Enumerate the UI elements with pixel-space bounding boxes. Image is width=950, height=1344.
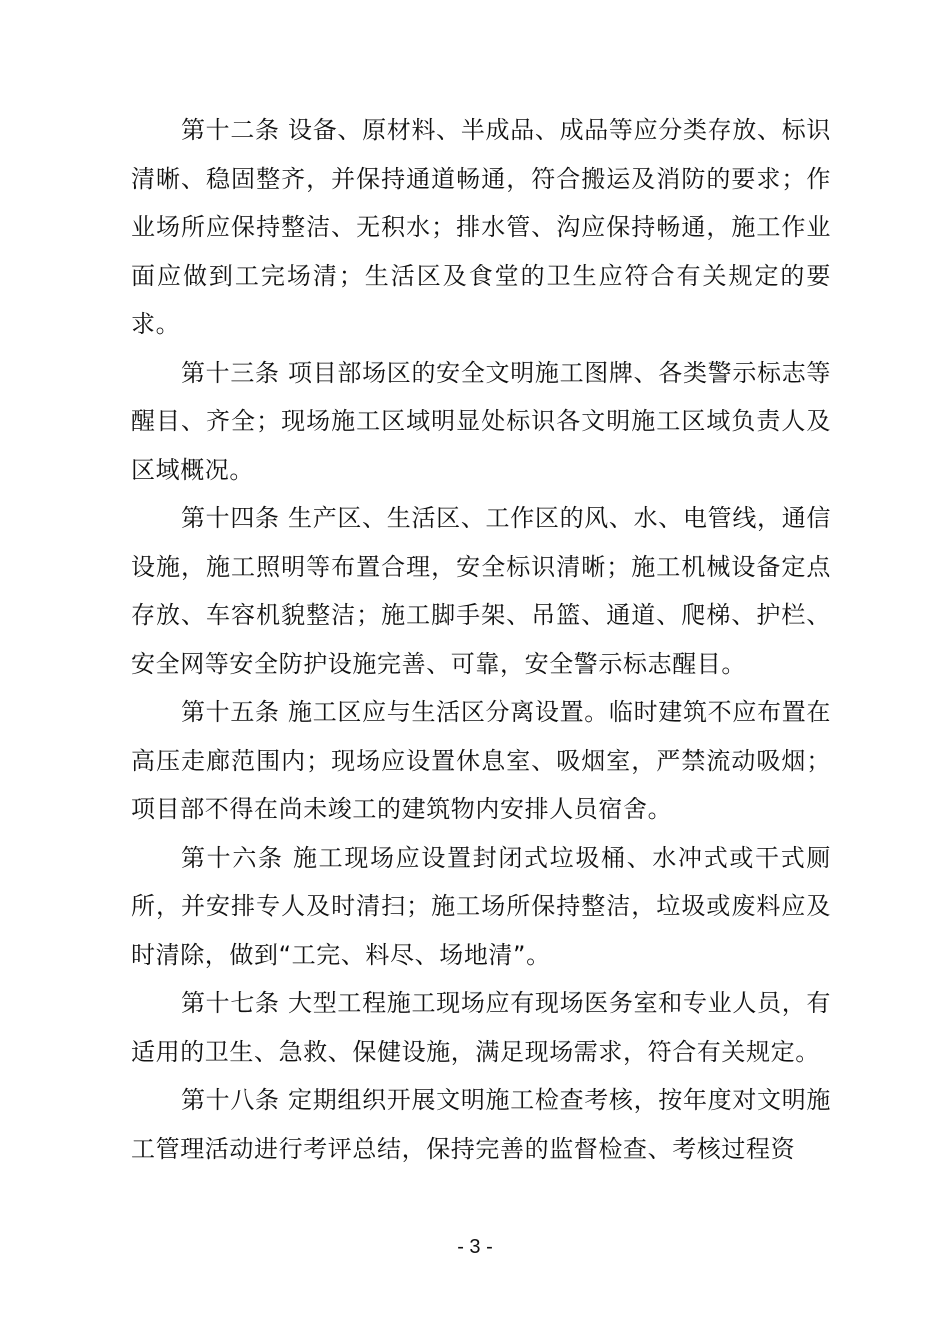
article-12: 第十二条 设备、原材料、半成品、成品等应分类存放、标识清晰、稳固整齐，并保持通道畅通，符合搬运及消防的要求；作业场所应保持整洁、无积水；排水管、沟应保持畅通，施工作业面应做到工完场清；生活区及食堂的卫生应符合有关规定的要求。 [131, 116, 831, 338]
article-17: 第十七条 大型工程施工现场应有现场医务室和专业人员，有适用的卫生、急救、保健设施，满足现场需求，符合有关规定。 [131, 989, 831, 1066]
article-15: 第十五条 施工区应与生活区分离设置。临时建筑不应布置在高压走廊范围内；现场应设置休息室、吸烟室，严禁流动吸烟；项目部不得在尚未竣工的建筑物内安排人员宿舍。 [131, 698, 831, 823]
article-18: 第十八条 定期组织开展文明施工检查考核，按年度对文明施工管理活动进行考评总结，保持完善的监督检查、考核过程资 [131, 1086, 831, 1163]
article-14: 第十四条 生产区、生活区、工作区的风、水、电管线，通信设施，施工照明等布置合理，安全标识清晰；施工机械设备定点存放、车容机貌整洁；施工脚手架、吊篮、通道、爬梯、护栏、安全网等安全防护设施完善、可靠，安全警示标志醒目。 [131, 504, 831, 678]
article-16: 第十六条 施工现场应设置封闭式垃圾桶、水冲式或干式厕所，并安排专人及时清扫；施工场所保持整洁，垃圾或废料应及时清除，做到“工完、料尽、场地清”。 [131, 843, 831, 969]
page-number: - 3 - [457, 1236, 493, 1258]
article-13: 第十三条 项目部场区的安全文明施工图牌、各类警示标志等醒目、齐全；现场施工区域明显处标识各文明施工区域负责人及区域概况。 [131, 358, 831, 484]
document-body [131, 106, 831, 1173]
